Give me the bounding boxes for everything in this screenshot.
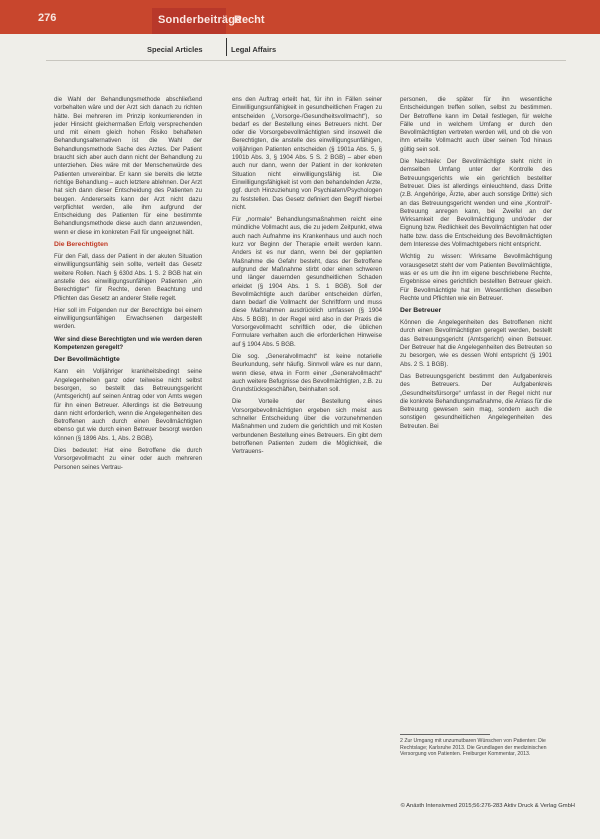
section-title: Sonderbeiträge (158, 14, 242, 26)
column-left (54, 96, 202, 476)
paragraph: Für „normale“ Behandlungsmaßnahmen reicht eine mündliche Vollmacht aus, die zu jedem Zeitpunkt, etwa auch nach Aufnahme ins Krankenhaus und auch noch kurz vor Beginn der Therapie erteilt werden kann. Anders ist es nur dann, wenn bei der geplanten Maßnahme die Gefahr besteht, dass der Betroffene aufgrund der Maßnahme stirbt oder einen schweren und länger dauernden gesundheitlichen Schaden erleidet (§ 1904 Abs. 1 S. 1 BGB). Soll der Bevollmächtigte auch darüber entscheiden dürfen, dann bedarf die Vollmacht der Schriftform und muss diese Maßnahmen ausdrücklich umfassen (§ 1904 Abs. 5 BGB). In der Regel wird also in der Praxis die Vorsorgevollmacht schriftlich oder, die üblichen Formulare verhalten auch die erforderlichen Hinweise auf § 1904 Abs. 5 BGB. (232, 216, 382, 348)
header-separator (226, 38, 227, 56)
paragraph: Das Betreuungsgericht bestimmt den Aufgabenkreis des Betreuers. Der Aufgabenkreis „Gesundheitsfürsorge“ umfasst in der Regel nicht nur die konkrete Behandlungsmaßnahme, die Anlass für die Betreuung gewesen sein mag, sondern auch die sonstigen gesundheitlichen Angelegenheiten des Betreuten. Bei (400, 372, 552, 430)
paragraph: Hier soll im Folgenden nur der Berechtigte bei einem einwilligungsunfähigen Erwachsenen dargestellt werden. (54, 306, 202, 331)
page-footer: © Anästh Intensivmed 2015;56:276-283 Aktiv Druck & Verlag GmbH (400, 803, 575, 809)
paragraph: Die Nachteile: Der Bevollmächtigte steht nicht in demselben Umfang unter der Kontrolle des Betreuungsgerichts wie ein gerichtlich bestellter Betreuer. Dies ist allerdings einleuchtend, dass Dritte (z.B. Angehörige, Ärzte, aber auch sonstige Dritte) sich an das Betreuungsgericht wenden und eine „Kontroll“-Betreuung anregen kann, bei Zweifel an der Wirksamkeit der Bevollmächtigung und/oder der Eignung bzw. Redlichkeit des Bevollmächtigten hat oder hatte bzw. dass die Entscheidung des Bevollmächtigten dem Interesse des Vollmachtgebers nicht entspricht. (400, 158, 552, 249)
header-band (0, 0, 600, 34)
header-rule (46, 60, 566, 61)
paragraph: Die sog. „Generalvollmacht“ ist keine notarielle Beurkundung, sehr häufig. Sinnvoll wäre es nur dann, wenn diese, etwa in Form einer „Generalvollmacht“ auch weitere Befugnisse des Bevollmächtigten, z.B. zu Grundstücksgeschäften, beinhalten soll. (232, 352, 382, 394)
heading-berechtigten: Die Berechtigten (54, 241, 109, 249)
heading-bevollmaechtigte: Der Bevollmächtigte (54, 356, 120, 364)
column-right (400, 96, 552, 435)
category-title-english: Legal Affairs (231, 45, 277, 54)
paragraph: Dies bedeutet: Hat eine Betroffene die durch Vorsorgevollmacht zu einer oder auch mehreren Personen seines Vertrau- (54, 446, 202, 471)
paragraph: Wichtig zu wissen: Wirksame Bevollmächtigung vorausgesetzt steht der vom Patienten Bevollmächtigte, was er es um die ihn im eigene beschriebene Rechte, Ergebnisse eines gerichtlich bestellten Betreuer gleich. Für Bevollmächtigte hat im Wesentlichen dieselben Rechte und Pflichten wie ein Betreuer. (400, 253, 552, 302)
paragraph: Für den Fall, dass der Patient in der akuten Situation einwilligungsunfähig sein sollte, verteilt das Gesetz weitere Rollen. Nach § 630d Abs. 1 S. 2 BGB hat ein anstelle des einwilligungsunfähigen Patienten „ein Berechtigter“ für Rechte, deren Beachtung und Pflichten das Gesetz an anderer Stelle regelt. (54, 253, 202, 302)
paragraph: Können die Angelegenheiten des Betroffenen nicht durch einen Bevollmächtigten geregelt werden, bestellt das Betreuungsgericht (Amtsgericht) einen Betreuer. Der Betreuer hat die Angelegenheiten des Betreuten so zu besorgen, wie es dessen Wohl entspricht (§ 1901 Abs. 2 S. 1 BGB). (400, 319, 552, 368)
footnote: 2 Zur Umgang mit unzumutbaren Wünschen von Patienten: Die Rechtslage; Karlsruhe 2013. Die Grundlagen der medizinischen Versorgung von Patienten. Freiburger Kommentar, 2013. (400, 738, 547, 757)
column-middle (232, 96, 382, 460)
paragraph: ens den Auftrag erteilt hat, für ihn in Fällen seiner Einwilligungsunfähigkeit in gesundheitlichen Fragen zu entscheiden („Vorsorge-/Gesundheitsvollmacht“), so bedarf es der Bestellung eines Betreuers nicht. Der oder die Vorsorgebevollmächtigten sind insoweit die Berechtigten, die anstelle des einwilligungsunfähigen, volljährigen Patienten entscheiden (§ 1901a Abs. 5, § 1901b Abs. 3, § 1904 Abs. 5 S. 2 BGB) – aber eben auch nur dann, wenn der Patient in der konkreten Situation nicht einwilligungsfähig ist. Die Einwilligungsfähigkeit ist vom den behandelnden Arzte, ggf. durch Hinzuziehung von Psychiatern/Psychologen zu feststellen. Das Gesetz definiert den Begriff hierbei nicht. (232, 96, 382, 211)
footnote-rule (400, 734, 490, 735)
paragraph: Die Vorteile der Bestellung eines Vorsorgebevollmächtigten ergeben sich meist aus schneller Entscheidung über die vorzunehmenden Maßnahmen und zudem die gerichtlich und mit Kosten verbundenen Bestellung eines Betreuers. Ein gibt dem betroffenen Patienten zudem die Möglichkeit, die Vertrauens- (232, 398, 382, 456)
paragraph: die Wahl der Behandlungsmethode abschließend vorbehalten wäre und der Arzt sich danach zu richten hätte. Bei mehreren im Prinzip konkurrierenden in jeder Hinsicht gleichermaßen Erfolg versprechenden und mit einem gleich hohen Risiko behafteten Behandlungsalternativen ist die Wahl der Behandlungsmethode Sache des Arztes. Der Patient braucht sich aber auch dann nicht der Behandlung zu unterziehen. Dies wäre mit der Menschenwürde des Patienten unvereinbar. Er kann sie bereits die letzte richtige Behandlung – auch letztere ablehnen. Der Arzt hat sich dann dieser Entscheidung des Patienten zu beugen. Andererseits kann der Arzt nicht dazu verpflichtet werden, alle ihm aufgrund der Entscheidung des Patienten für eine bestimmte Behandlungsmethode diese auch dann anzuwenden, wenn er diese im konkreten Fall für ungeeignet hält. (54, 96, 202, 236)
heading-betreuer: Der Betreuer (400, 307, 442, 315)
paragraph: personen, die später für ihn wesentliche Entscheidungen treffen sollen, selbst zu bestimmen. Der Betroffene kann im Detail festlegen, für welche Fälle und in welchem Umfang er durch den Bevollmächtigten vertreten werden will, und ob die von ihm erteilte Vollmacht auch über seinen Tod hinaus gültig sein soll. (400, 96, 552, 153)
section-title-english: Special Articles (147, 45, 203, 54)
question-paragraph: Wer sind diese Berechtigten und wie werden deren Kompetenzen geregelt? (54, 335, 202, 352)
page-number: 276 (38, 12, 57, 24)
paragraph: Kann ein Volljähriger krankheitsbedingt seine Angelegenheiten ganz oder teilweise nicht selbst besorgen, so bestellt das Betreuungsgericht (Amtsgericht) auf seinen Antrag oder von Amts wegen für ihn einen Betreuer. Allerdings ist die Betreuung dann nicht erforderlich, wenn die Angelegenheiten des Betroffenen auch durch einen Bevollmächtigten ebenso gut wie durch einen Betreuer besorgt werden können (§ 1896 Abs. 1, Abs. 2 BGB). (54, 368, 202, 442)
category-title: Recht (234, 14, 265, 26)
